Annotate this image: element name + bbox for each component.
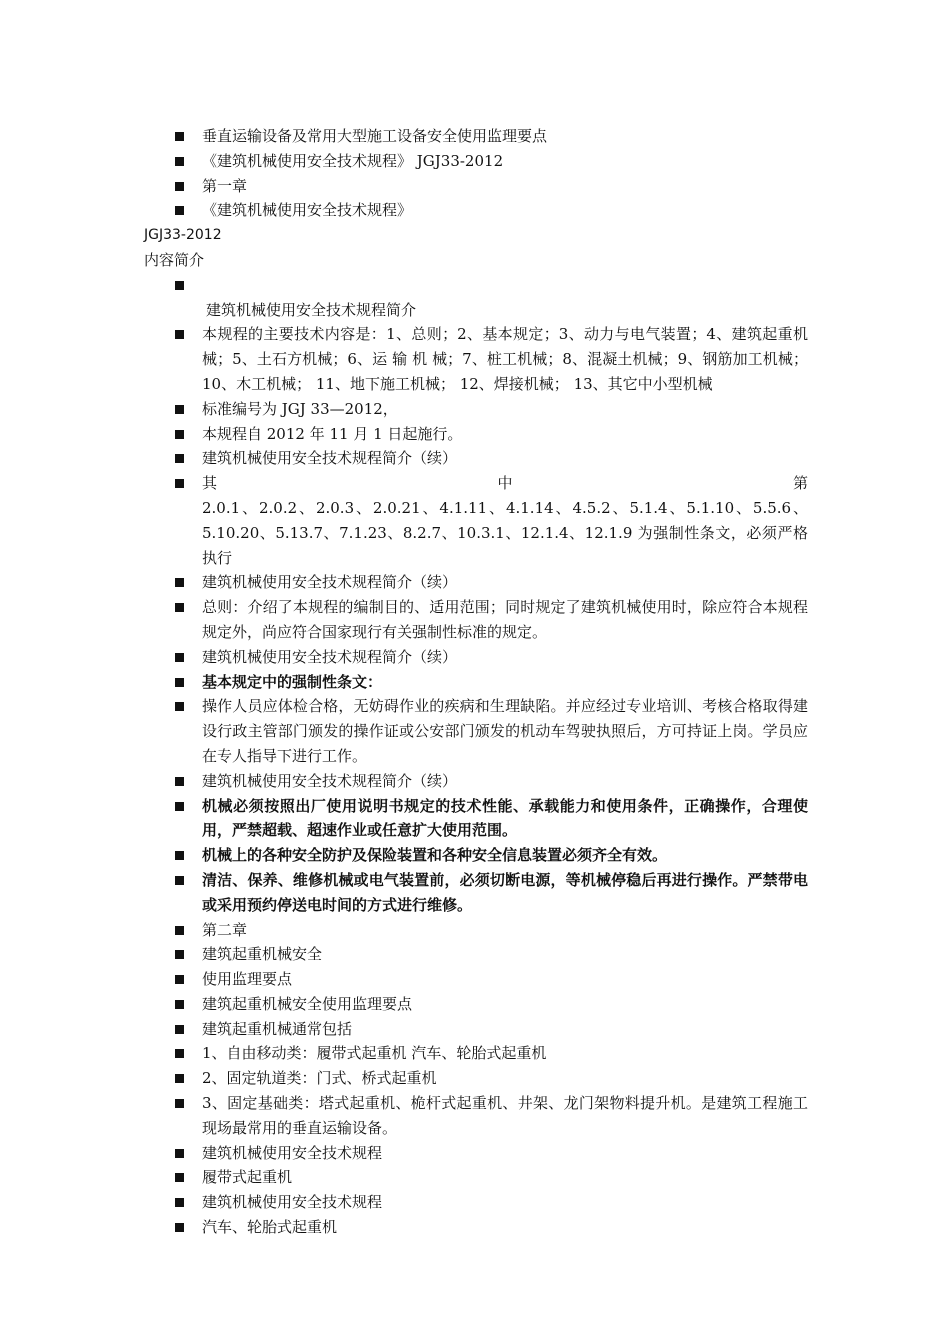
bullet-icon — [175, 851, 184, 860]
bullet-icon — [175, 950, 184, 959]
list-item-text: 本规程的主要技术内容是：1、总则；2、基本规定；3、动力与电气装置；4、建筑起重机械；5、土石方机械；6、运 输 机 械；7、桩工机械；8、混凝土机械；9、钢筋加工机械；10、木工机械； 11、地下施工机械； 12、焊接机械； 13、其它中小型机械 — [202, 325, 808, 393]
bullet-icon — [175, 702, 184, 711]
list-item-text: 《建筑机械使用安全技术规程》 JGJ33-2012 — [202, 151, 504, 170]
list-item — [0, 124, 950, 149]
list-item — [0, 446, 950, 471]
document-content — [0, 124, 950, 1240]
list-item — [0, 1091, 950, 1141]
list-item — [0, 149, 950, 174]
list-item-text: 机械必须按照出厂使用说明书规定的技术性能、承载能力和使用条件，正确操作，合理使用，严禁超载、超速作业或任意扩大使用范围。 — [202, 796, 808, 840]
intro-title: 建筑机械使用安全技术规程简介 — [206, 300, 417, 319]
list-item — [0, 322, 950, 396]
list-item — [0, 471, 950, 496]
list-item-text: 1、自由移动类：履带式起重机 汽车、轮胎式起重机 — [202, 1044, 547, 1063]
list-item-text: 建筑机械使用安全技术规程简介（续） — [202, 647, 458, 666]
bullet-icon — [175, 1000, 184, 1009]
bullet-icon — [175, 678, 184, 687]
bullet-icon — [175, 454, 184, 463]
list-item — [0, 1017, 950, 1042]
list-item — [0, 694, 950, 768]
list-item-text: 建筑起重机械通常包括 — [202, 1019, 353, 1038]
list-item-text: 建筑机械使用安全技术规程简介（续） — [202, 449, 458, 468]
list-item-text: 2、固定轨道类：门式、桥式起重机 — [202, 1069, 437, 1088]
list-item — [0, 1041, 950, 1066]
list-item-text: 履带式起重机 — [202, 1168, 293, 1187]
section-heading: 内容简介 — [144, 250, 205, 269]
list-item — [0, 1141, 950, 1166]
bullet-icon — [175, 1099, 184, 1108]
list-item-text: 《建筑机械使用安全技术规程》 — [202, 201, 413, 220]
bullet-icon — [175, 876, 184, 885]
bullet-icon — [175, 479, 184, 488]
list-item — [0, 174, 950, 199]
list-item-text: 基本规定中的强制性条文： — [202, 672, 383, 691]
list-item-text: 建筑机械使用安全技术规程简介（续） — [202, 771, 458, 790]
bullet-icon — [175, 603, 184, 612]
bullet-icon — [175, 578, 184, 587]
bullet-icon — [175, 132, 184, 141]
list-item — [0, 769, 950, 794]
list-item — [0, 1190, 950, 1215]
bullet-icon — [175, 281, 184, 290]
list-item-text: 建筑机械使用安全技术规程简介（续） — [202, 573, 458, 592]
list-item — [0, 670, 950, 695]
list-item — [0, 843, 950, 868]
list-item — [0, 570, 950, 595]
bullet-icon — [175, 1223, 184, 1232]
list-item-continuation — [0, 496, 950, 570]
list-item — [0, 198, 950, 223]
list-item-text: 操作人员应体检合格，无妨碍作业的疾病和生理缺陷。并应经过专业培训、考核合格取得建设行政主管部门颁发的操作证或公安部门颁发的机动车驾驶执照后，方可持证上岗。学员应在专人指导下进行工作。 — [202, 697, 808, 765]
list-item — [0, 918, 950, 943]
bullet-icon — [175, 1173, 184, 1182]
bullet-icon — [175, 1149, 184, 1158]
list-item — [0, 794, 950, 844]
bullet-icon — [175, 1049, 184, 1058]
list-item — [0, 595, 950, 645]
list-item-text: 2.0.1、2.0.2、2.0.3、2.0.21、4.1.11、4.1.14、4.5.2、5.1.4、5.1.10、5.5.6、5.10.20、5.13.7、7.1.23、8.2.7、10.3.1、12.1.4、12.1.9 为强制性条文，必须严格执行 — [202, 498, 808, 567]
list-item-text: 垂直运输设备及常用大型施工设备安全使用监理要点 — [202, 127, 548, 145]
list-item-text: 机械上的各种安全防护及保险装置和各种安全信息装置必须齐全有效。 — [202, 846, 668, 865]
bullet-icon — [175, 777, 184, 786]
bullet-icon — [175, 157, 184, 166]
list-item-text: 标准编号为 JGJ 33—2012， — [202, 399, 398, 418]
bullet-icon — [175, 1198, 184, 1207]
list-item — [0, 1215, 950, 1240]
list-item — [0, 1066, 950, 1091]
bullet-icon — [175, 206, 184, 215]
list-item — [0, 422, 950, 447]
standard-code: JGJ33-2012 — [144, 227, 222, 244]
list-item — [0, 992, 950, 1017]
bullet-icon — [175, 330, 184, 339]
list-item-text: 汽车、轮胎式起重机 — [202, 1218, 338, 1237]
bullet-icon — [175, 405, 184, 414]
list-item-text: 第二章 — [202, 920, 248, 939]
list-item-text: 3、固定基础类：塔式起重机、桅杆式起重机、井架、龙门架物料提升机。是建筑工程施工现场最常用的垂直运输设备。 — [202, 1094, 808, 1137]
list-item-text: 建筑机械使用安全技术规程 — [202, 1193, 383, 1212]
list-item-text: 使用监理要点 — [202, 970, 293, 989]
list-item — [0, 1165, 950, 1190]
bullet-icon — [175, 802, 184, 811]
list-item — [0, 868, 950, 918]
list-item-text: 建筑起重机械安全 — [202, 945, 323, 964]
bullet-icon — [175, 430, 184, 439]
list-item-text: 清洁、保养、维修机械或电气装置前，必须切断电源，等机械停稳后再进行操作。严禁带电或采用预约停送电时间的方式进行维修。 — [202, 870, 808, 914]
list-item-text: 本规程自 2012 年 11 月 1 日起施行。 — [202, 424, 463, 443]
list-item-text: 建筑机械使用安全技术规程 — [202, 1143, 383, 1162]
list-item — [0, 645, 950, 670]
bullet-icon — [175, 1074, 184, 1083]
bullet-icon — [175, 1025, 184, 1034]
list-item-text: 第一章 — [202, 176, 248, 195]
list-item — [0, 942, 950, 967]
bullet-icon — [175, 653, 184, 662]
bullet-icon — [175, 182, 184, 191]
list-item — [0, 967, 950, 992]
bullet-icon — [175, 975, 184, 984]
list-item — [0, 273, 950, 298]
list-item-text: 总则：介绍了本规程的编制目的、适用范围；同时规定了建筑机械使用时，除应符合本规程规定外，尚应符合国家现行有关强制性标准的规定。 — [202, 598, 808, 641]
list-item-text: 其 中 第 — [202, 474, 808, 493]
list-item-text: 建筑起重机械安全使用监理要点 — [202, 994, 413, 1013]
list-item — [0, 397, 950, 422]
bullet-icon — [175, 926, 184, 935]
